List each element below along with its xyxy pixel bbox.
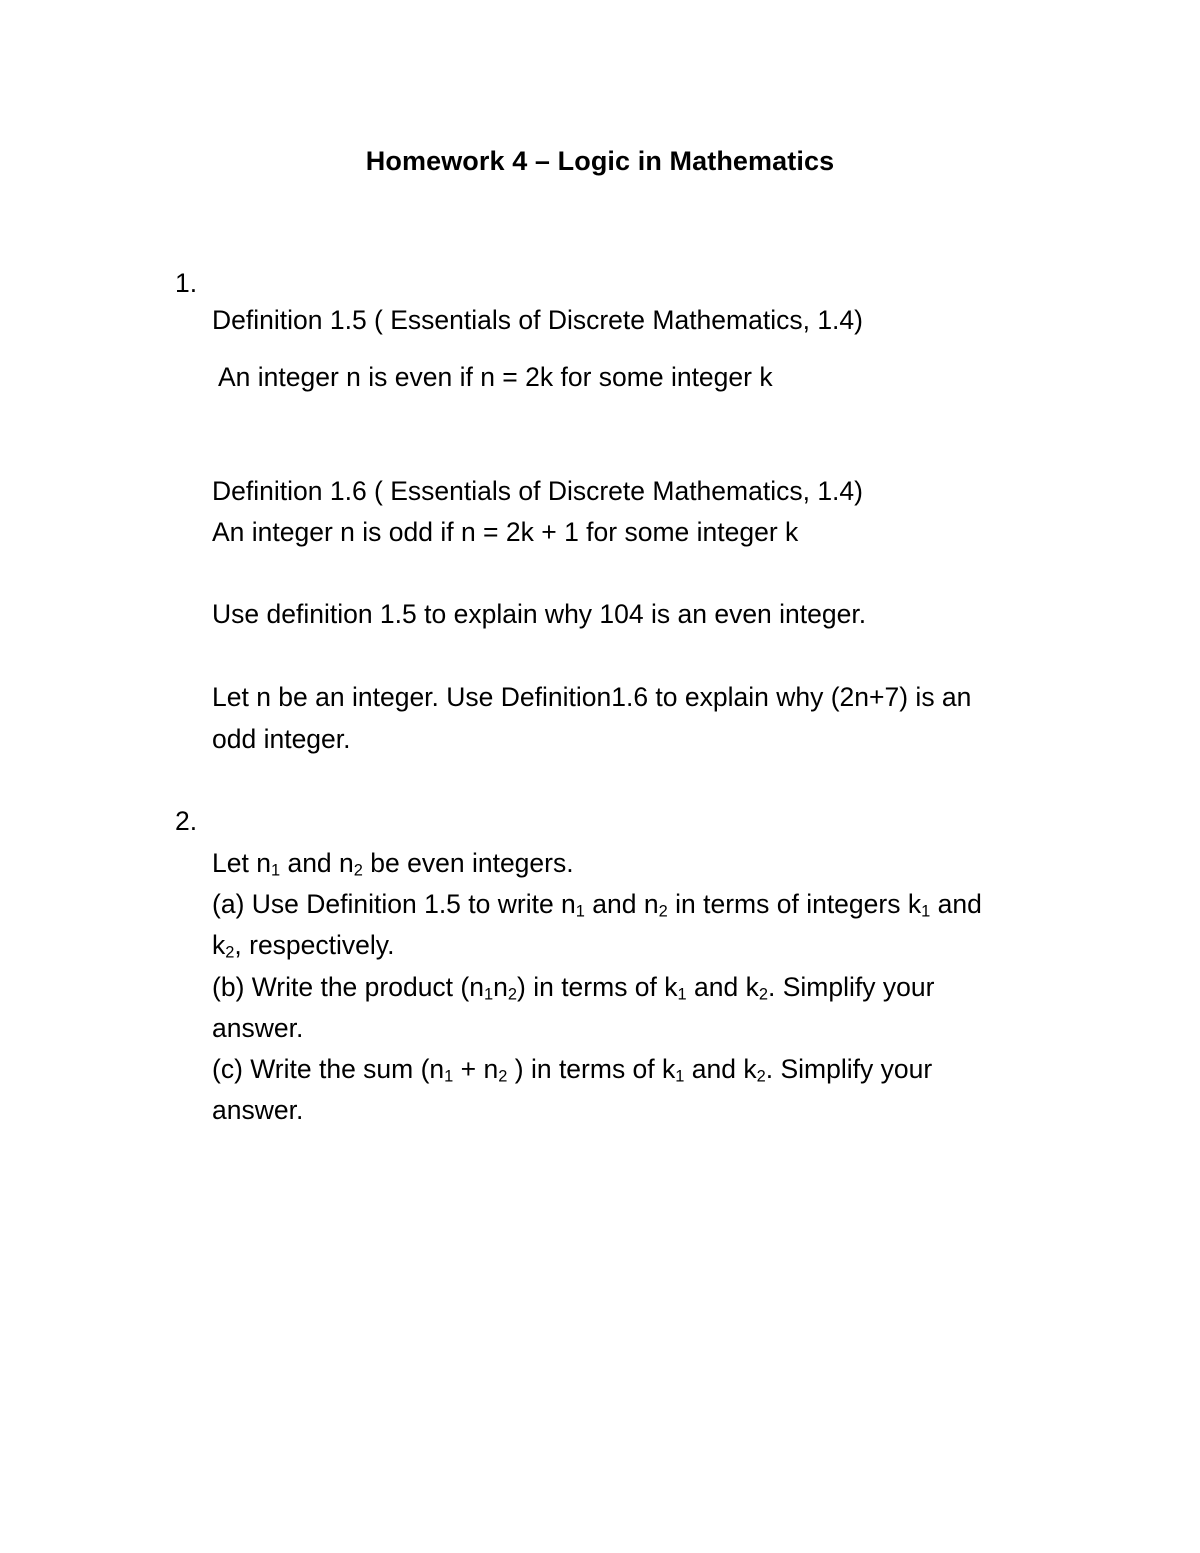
part-b-line-2: answer. [212,1013,304,1043]
part-b-line-1: (b) Write the product $(n_1n_2)$ in terms of $k_1$ and $k_2$. Simplify your [212,972,935,1004]
question-1-task-1: Use definition 1.5 to explain why 104 is an even integer. [212,599,867,629]
question-1-task-2-line-1: Let n be an integer. Use Definition1.6 to explain why (2n+7) is an [212,682,972,712]
question-1-task-2-line-2: odd integer. [212,724,351,754]
part-a-line-2: $k_2$, respectively. [212,930,395,962]
definition-1-5-text: An integer n is even if n = 2k for some integer k [218,362,773,392]
question-2-intro: Let $n_1$ and $n_2$ be even integers. [212,848,574,880]
definition-1-6-heading: Definition 1.6 ( Essentials of Discrete Mathematics, 1.4) [212,476,863,506]
definition-1-6-text: An integer n is odd if n = 2k + 1 for some integer k [212,517,799,547]
definition-1-5-heading: Definition 1.5 ( Essentials of Discrete Mathematics, 1.4) [212,305,863,335]
part-c-line-1: (c) Write the sum ($n_1 + n_2$ ) in terms of $k_1$ and $k_2$. Simplify your [212,1054,933,1086]
question-2-number: 2. [175,806,198,836]
question-1-number: 1. [175,268,198,298]
page-title: Homework 4 – Logic in Mathematics [365,146,835,176]
part-a-line-1: (a) Use Definition 1.5 to write $n_1$ and $n_2$ in terms of integers $k_1$ and [212,889,982,921]
part-c-line-2: answer. [212,1095,304,1125]
